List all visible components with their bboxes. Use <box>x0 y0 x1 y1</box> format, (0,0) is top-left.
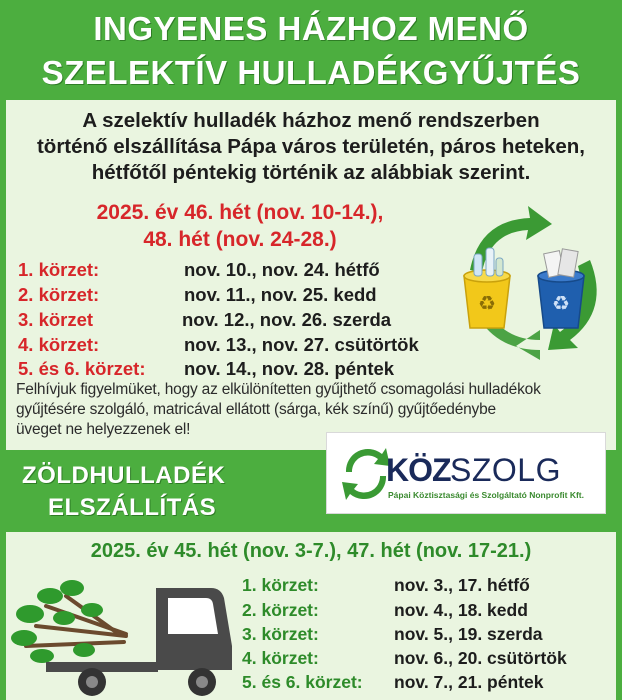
selective-district-label: 1. körzet: <box>18 259 100 280</box>
green-district-label: 5. és 6. körzet: <box>242 672 363 692</box>
green-district-label: 1. körzet: <box>242 575 319 595</box>
selective-district-label: 3. körzet <box>18 309 94 330</box>
selective-district-dates: nov. 12., nov. 26. szerda <box>182 309 392 330</box>
green-district-dates: nov. 6., 20. csütörtök <box>394 648 567 668</box>
green-district-label: 3. körzet: <box>242 624 319 644</box>
intro-line: hétfőtől péntekig történik az alábbiak szerint. <box>91 161 531 184</box>
selective-district-dates: nov. 10., nov. 24. hétfő <box>184 259 380 280</box>
green-district-label: 4. körzet: <box>242 648 319 668</box>
logo-subtitle: Pápai Köztisztasági és Szolgáltató Nonprofit Kft. <box>388 490 584 500</box>
selective-district-label: 2. körzet: <box>18 284 100 305</box>
main-title-line2: SZELEKTÍV HULLADÉKGYŰJTÉS <box>41 54 581 91</box>
selective-district-dates: nov. 14., nov. 28. péntek <box>184 358 395 379</box>
selective-week-line1: 2025. év 46. hét (nov. 10-14.), <box>96 201 384 224</box>
main-title-line1: INGYENES HÁZHOZ MENŐ <box>93 10 529 47</box>
truck-with-branches-icon <box>6 566 240 700</box>
intro-line: A szelektív hulladék házhoz menő rendszerben <box>82 109 540 132</box>
intro-line: történő elszállítása Pápa város területén, páros heteken, <box>36 135 585 158</box>
selective-district-label: 5. és 6. körzet: <box>18 358 146 379</box>
logo-text-koz: KÖZ <box>386 452 451 488</box>
logo-text-szolg: SZOLG <box>450 452 561 488</box>
recycling-bins-icon <box>440 200 612 360</box>
green-district-dates: nov. 7., 21. péntek <box>394 672 544 692</box>
green-district-label: 2. körzet: <box>242 600 319 620</box>
green-waste-title-line2: ELSZÁLLÍTÁS <box>48 494 217 521</box>
notice-line: gyűjtésére szolgáló, matricával ellátott (sárga, kék színű) gyűjtőedénybe <box>16 401 496 418</box>
green-district-dates: nov. 5., 19. szerda <box>394 624 543 644</box>
selective-district-dates: nov. 13., nov. 27. csütörtök <box>184 334 419 355</box>
selective-week-line2: 48. hét (nov. 24-28.) <box>143 228 337 251</box>
green-district-dates: nov. 4., 18. kedd <box>394 600 528 620</box>
svg-text:♻: ♻ <box>552 291 570 315</box>
selective-district-label: 4. körzet: <box>18 334 100 355</box>
svg-text:♻: ♻ <box>478 291 496 315</box>
green-district-dates: nov. 3., 17. hétfő <box>394 575 530 595</box>
selective-intro <box>10 108 612 186</box>
notice-line: üveget ne helyezzenek el! <box>16 421 191 438</box>
green-waste-week-line: 2025. év 45. hét (nov. 3-7.), 47. hét (nov. 17-21.) <box>90 540 532 562</box>
green-waste-title-line1: ZÖLDHULLADÉK <box>22 462 226 489</box>
notice-line: Felhívjuk figyelmüket, hogy az elkülönítetten gyűjthető csomagolási hulladékok <box>16 381 541 398</box>
glass-notice <box>16 380 616 440</box>
selective-district-dates: nov. 11., nov. 25. kedd <box>184 284 377 305</box>
